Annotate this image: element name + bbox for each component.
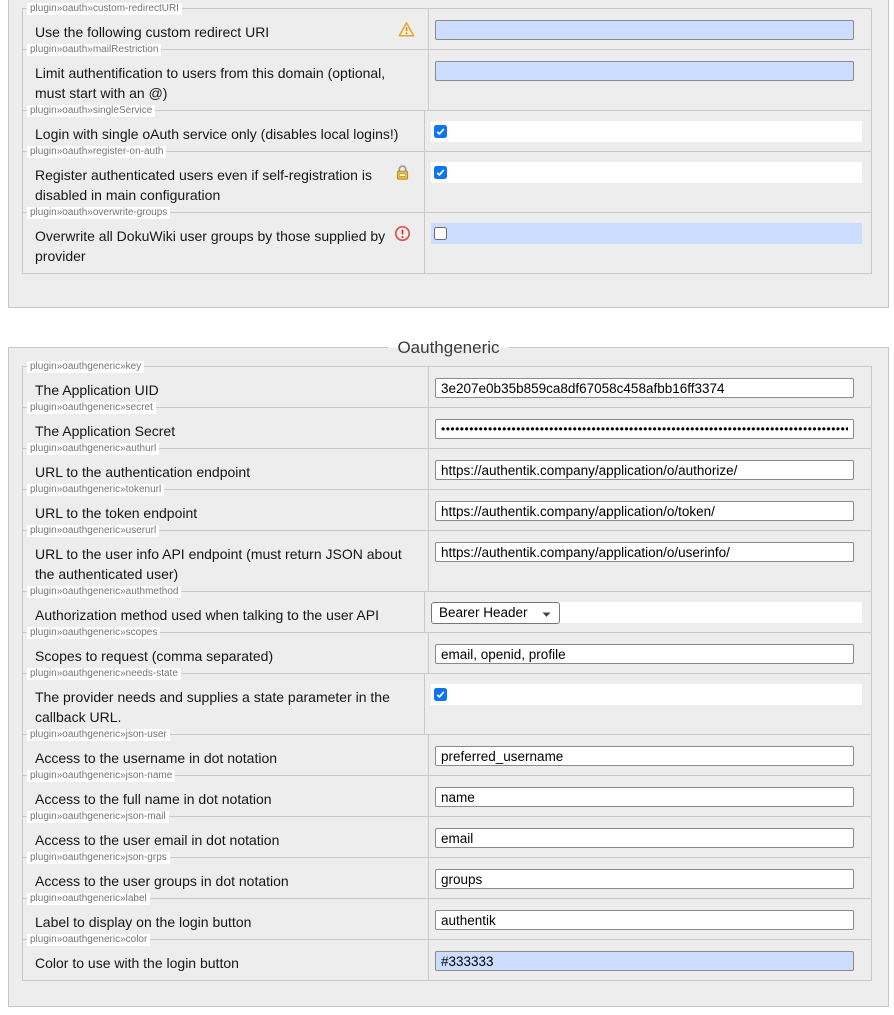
setting-label: URL to the token endpoint (35, 505, 198, 521)
settings-table (22, 361, 872, 981)
setting-key: plugin»oauthgeneric»label (27, 893, 150, 905)
setting-label: The Application UID (35, 382, 159, 398)
config-section-oauthgeneric (8, 338, 889, 1007)
config-row (23, 811, 871, 857)
setting-checkbox[interactable] (434, 688, 447, 701)
setting-checkbox-label[interactable] (431, 121, 862, 142)
config-row (23, 207, 871, 273)
setting-value-cell (424, 592, 871, 632)
setting-checkbox-label[interactable] (431, 684, 862, 705)
setting-label-cell (23, 443, 428, 489)
setting-key: plugin»oauth»register-on-auth (27, 146, 166, 158)
setting-value-cell (424, 213, 871, 273)
setting-key: plugin»oauthgeneric»key (27, 361, 144, 373)
config-row (23, 361, 871, 407)
setting-label-cell (23, 852, 428, 898)
config-row (23, 146, 871, 212)
setting-input[interactable] (435, 828, 854, 848)
setting-key: plugin»oauthgeneric»color (27, 934, 150, 946)
setting-select-label (431, 602, 862, 623)
setting-label: Access to the username in dot notation (35, 750, 278, 766)
config-row (23, 627, 871, 673)
setting-label: Register authenticated users even if self-registration is disabled in main configuration (35, 167, 372, 203)
setting-value-cell (428, 858, 871, 898)
chevron-down-icon (542, 605, 551, 620)
setting-label-cell (23, 525, 428, 591)
setting-key: plugin»oauthgeneric»json-user (27, 729, 170, 741)
setting-label-cell (23, 105, 424, 151)
setting-label-cell (23, 44, 428, 110)
config-row (23, 852, 871, 898)
warning-icon (398, 21, 415, 38)
setting-key: plugin»oauth»overwrite-groups (27, 207, 170, 219)
setting-key: plugin»oauthgeneric»json-grps (27, 852, 170, 864)
setting-label-cell (23, 729, 428, 775)
config-row (23, 484, 871, 530)
config-row (23, 893, 871, 939)
setting-label-cell (23, 811, 428, 857)
setting-label: Use the following custom redirect URI (35, 24, 270, 40)
password-input[interactable] (435, 419, 854, 439)
config-section-oauth (8, 0, 889, 308)
setting-input[interactable] (435, 951, 854, 971)
setting-label: Scopes to request (comma separated) (35, 648, 274, 664)
setting-label-cell (23, 361, 428, 407)
setting-label-cell (23, 586, 424, 632)
setting-key: plugin»oauthgeneric»tokenurl (27, 484, 164, 496)
setting-label: Label to display on the login button (35, 914, 252, 930)
setting-key: plugin»oauthgeneric»json-mail (27, 811, 169, 823)
setting-input[interactable] (435, 787, 854, 807)
setting-label: The provider needs and supplies a state parameter in the callback URL. (35, 689, 390, 725)
setting-label: Overwrite all DokuWiki user groups by those supplied by provider (35, 228, 386, 264)
setting-value-cell (428, 735, 871, 775)
setting-value-cell (428, 408, 871, 448)
setting-value-cell (424, 111, 871, 151)
setting-value-cell (428, 776, 871, 816)
setting-label: URL to the user info API endpoint (must return JSON about the authenticated user) (35, 546, 402, 582)
setting-key: plugin»oauthgeneric»authurl (27, 443, 159, 455)
setting-key: plugin»oauth»custom-redirectURI (27, 3, 182, 15)
setting-label-cell (23, 627, 428, 673)
config-row (23, 934, 871, 980)
setting-label: Color to use with the login button (35, 955, 239, 971)
selected-option: Bearer Header (439, 605, 528, 620)
setting-input[interactable] (435, 542, 854, 562)
config-row (23, 402, 871, 448)
setting-input[interactable] (435, 869, 854, 889)
setting-label-cell (23, 770, 428, 816)
setting-key: plugin»oauth»mailRestriction (27, 44, 161, 56)
config-row (23, 668, 871, 734)
setting-checkbox-label[interactable] (431, 223, 862, 244)
settings-table (22, 3, 872, 274)
setting-input[interactable] (435, 20, 854, 40)
setting-value-cell (428, 940, 871, 980)
setting-key: plugin»oauth»singleService (27, 105, 155, 117)
setting-label: Access to the user groups in dot notation (35, 873, 289, 889)
setting-label: Authorization method used when talking to the user API (35, 607, 379, 623)
setting-value-cell (428, 50, 871, 110)
setting-value-cell (428, 899, 871, 939)
config-row (23, 586, 871, 632)
setting-label: URL to the authentication endpoint (35, 464, 251, 480)
setting-value-cell (428, 531, 871, 591)
setting-label-cell (23, 3, 428, 49)
setting-value-cell (428, 9, 871, 49)
setting-label-cell (23, 146, 424, 212)
setting-label: Access to the user email in dot notation (35, 832, 280, 848)
setting-key: plugin»oauthgeneric»secret (27, 402, 156, 414)
setting-key: plugin»oauthgeneric»scopes (27, 627, 160, 639)
config-row (23, 525, 871, 591)
setting-checkbox[interactable] (434, 227, 447, 240)
setting-key: plugin»oauthgeneric»userurl (27, 525, 159, 537)
setting-key: plugin»oauthgeneric»authmethod (27, 586, 181, 598)
setting-value-cell (424, 152, 871, 212)
setting-input[interactable] (435, 61, 854, 81)
setting-input[interactable] (435, 460, 854, 480)
config-row (23, 105, 871, 151)
setting-key: plugin»oauthgeneric»needs-state (27, 668, 181, 680)
setting-checkbox[interactable] (434, 125, 447, 138)
setting-value-cell (428, 633, 871, 673)
config-row (23, 443, 871, 489)
setting-input[interactable] (435, 910, 854, 930)
error-icon (394, 225, 411, 242)
setting-value-cell (428, 817, 871, 857)
setting-key: plugin»oauthgeneric»json-name (27, 770, 175, 782)
setting-checkbox[interactable] (434, 166, 447, 179)
setting-input[interactable] (435, 746, 854, 766)
setting-label-cell (23, 402, 428, 448)
setting-value-cell (428, 449, 871, 489)
lock-icon (394, 164, 411, 181)
authmethod-select[interactable] (431, 602, 560, 624)
section-legend (9, 337, 888, 358)
setting-label: Access to the full name in dot notation (35, 791, 272, 807)
setting-input[interactable] (435, 644, 854, 664)
setting-label-cell (23, 934, 428, 980)
setting-input[interactable] (435, 501, 854, 521)
setting-value-cell (428, 367, 871, 407)
setting-label-cell (23, 893, 428, 939)
setting-value-cell (428, 490, 871, 530)
setting-input[interactable] (435, 378, 854, 398)
config-row (23, 770, 871, 816)
setting-label: Login with single oAuth service only (disables local logins!) (35, 126, 399, 142)
setting-checkbox-label[interactable] (431, 162, 862, 183)
config-row (23, 729, 871, 775)
setting-label-cell (23, 484, 428, 530)
config-row (23, 3, 871, 49)
config-row (23, 44, 871, 110)
setting-value-cell (424, 674, 871, 734)
section-legend-text: Oauthgeneric (388, 337, 508, 358)
setting-label: Limit authentification to users from this domain (optional, must start with an @) (35, 65, 386, 101)
setting-label-cell (23, 207, 424, 273)
setting-label: The Application Secret (35, 423, 176, 439)
setting-label-cell (23, 668, 424, 734)
